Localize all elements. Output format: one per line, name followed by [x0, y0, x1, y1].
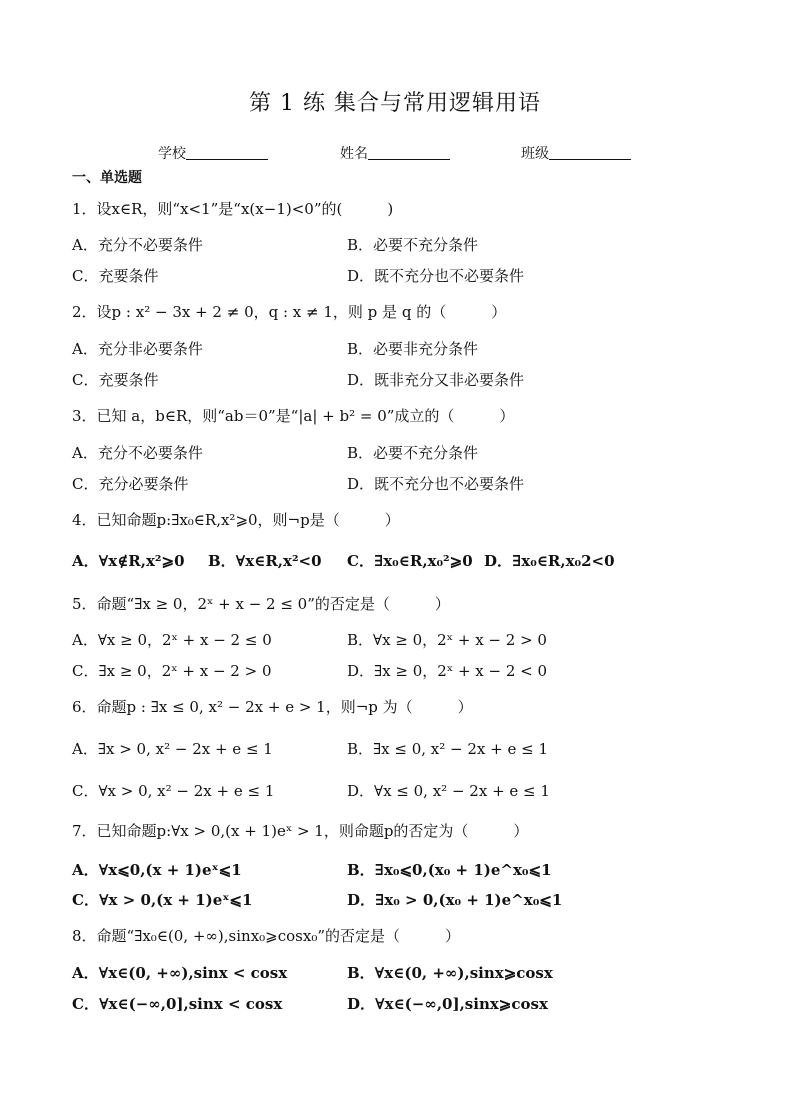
question-8-option-a[interactable]: A．∀x∈(0, +∞),sinx < cosx: [72, 964, 288, 982]
question-1-option-b[interactable]: B．必要不充分条件: [347, 236, 479, 254]
school-label: 学校: [158, 146, 186, 162]
question-2-option-a[interactable]: A．充分非必要条件: [72, 340, 203, 358]
question-8-stem: 8．命题“∃x₀∈(0, +∞),sinx₀⩾cosx₀”的否定是（ ）: [72, 927, 461, 945]
question-7-option-a[interactable]: A．∀x⩽0,(x + 1)eˣ⩽1: [72, 861, 242, 879]
question-7-stem: 7．已知命题p:∀x > 0,(x + 1)eˣ > 1，则命题p的否定为（ ）: [72, 822, 529, 840]
question-7-option-d[interactable]: D．∃x₀ > 0,(x₀ + 1)e^x₀⩽1: [347, 891, 563, 909]
question-8-option-b[interactable]: B．∀x∈(0, +∞),sinx⩾cosx: [347, 964, 553, 982]
name-blank[interactable]: [368, 145, 450, 160]
question-3-stem: 3．已知 a，b∈R，则“ab＝0”是“|a| + b² = 0”成立的（ ）: [72, 407, 515, 425]
question-6-option-a[interactable]: A．∃x > 0, x² − 2x + e ≤ 1: [72, 740, 273, 758]
question-5-option-c[interactable]: C．∃x ≥ 0，2ˣ + x − 2 > 0: [72, 662, 272, 680]
question-3-option-c[interactable]: C．充分必要条件: [72, 475, 189, 493]
name-label: 姓名: [340, 146, 368, 162]
class-blank[interactable]: [549, 145, 631, 160]
question-2-stem: 2．设p : x² − 3x + 2 ≠ 0，q : x ≠ 1，则 p 是 q 的（ ）: [72, 303, 507, 321]
question-8-option-d[interactable]: D．∀x∈(−∞,0],sinx⩾cosx: [347, 995, 548, 1013]
question-2-option-d[interactable]: D．既非充分又非必要条件: [347, 371, 525, 389]
question-4-option-a[interactable]: A．∀x∉R,x²⩾0: [72, 552, 185, 570]
question-8-option-c[interactable]: C．∀x∈(−∞,0],sinx < cosx: [72, 995, 283, 1013]
question-6-option-d[interactable]: D．∀x ≤ 0, x² − 2x + e ≤ 1: [347, 782, 550, 800]
question-4-option-b[interactable]: B．∀x∈R,x²<0: [208, 552, 322, 570]
question-1-option-c[interactable]: C．充要条件: [72, 267, 159, 285]
question-6-option-c[interactable]: C．∀x > 0, x² − 2x + e ≤ 1: [72, 782, 275, 800]
class-field[interactable]: [521, 143, 631, 163]
question-5-option-b[interactable]: B．∀x ≥ 0，2ˣ + x − 2 > 0: [347, 631, 547, 649]
school-field[interactable]: [158, 143, 268, 163]
question-4-stem: 4．已知命题p:∃x₀∈R,x²⩾0，则¬p是（ ）: [72, 511, 400, 529]
question-1-option-a[interactable]: A．充分不必要条件: [72, 236, 203, 254]
question-4-option-d[interactable]: D．∃x₀∈R,x₀2<0: [484, 552, 615, 570]
class-label: 班级: [521, 146, 549, 162]
question-5-stem: 5．命题“∃x ≥ 0，2ˣ + x − 2 ≤ 0”的否定是（ ）: [72, 595, 450, 613]
question-7-option-b[interactable]: B．∃x₀⩽0,(x₀ + 1)e^x₀⩽1: [347, 861, 552, 879]
question-5-option-a[interactable]: A．∀x ≥ 0，2ˣ + x − 2 ≤ 0: [72, 631, 272, 649]
section-heading: 一、单选题: [72, 170, 142, 186]
question-3-option-b[interactable]: B．必要不充分条件: [347, 444, 479, 462]
question-6-option-b[interactable]: B．∃x ≤ 0, x² − 2x + e ≤ 1: [347, 740, 549, 758]
question-5-option-d[interactable]: D．∃x ≥ 0，2ˣ + x − 2 < 0: [347, 662, 548, 680]
question-6-stem: 6．命题p : ∃x ≤ 0, x² − 2x + e > 1，则¬p 为（ ）: [72, 698, 473, 716]
question-2-option-b[interactable]: B．必要非充分条件: [347, 340, 479, 358]
question-3-option-a[interactable]: A．充分不必要条件: [72, 444, 203, 462]
page-title: 第 1 练 集合与常用逻辑用语: [249, 91, 541, 116]
name-field[interactable]: [340, 143, 450, 163]
question-2-option-c[interactable]: C．充要条件: [72, 371, 159, 389]
question-1-option-d[interactable]: D．既不充分也不必要条件: [347, 267, 525, 285]
question-4-option-c[interactable]: C．∃x₀∈R,x₀²⩾0: [347, 552, 473, 570]
question-1-stem: 1．设x∈R，则“x<1”是“x(x−1)<0”的( ): [72, 200, 394, 218]
question-3-option-d[interactable]: D．既不充分也不必要条件: [347, 475, 525, 493]
school-blank[interactable]: [186, 145, 268, 160]
question-7-option-c[interactable]: C．∀x > 0,(x + 1)eˣ⩽1: [72, 891, 253, 909]
